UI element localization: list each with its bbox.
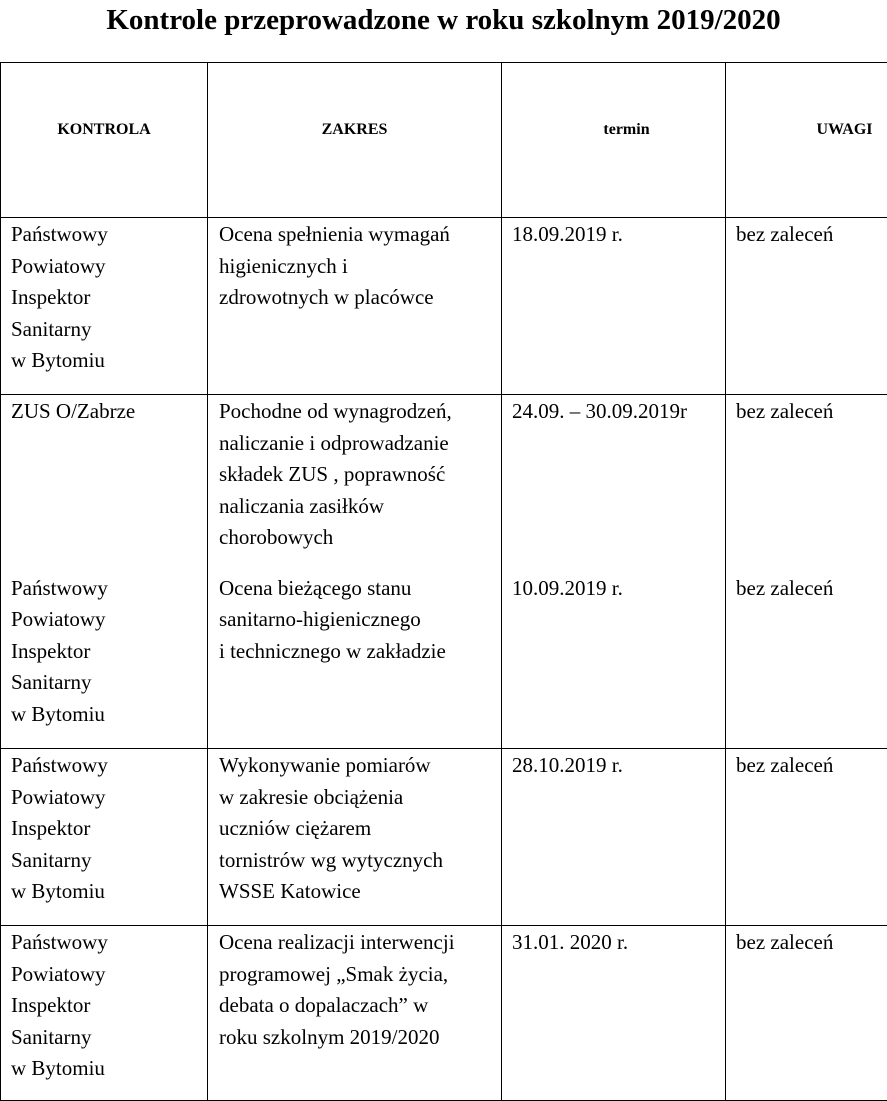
cell-uwagi: bez zaleceń <box>726 218 887 395</box>
document-title: Kontrole przeprowadzone w roku szkolnym 2019/2020 <box>0 2 887 38</box>
cell-kontrola: ZUS O/Zabrze <box>1 395 208 572</box>
table-header-row <box>1 63 887 218</box>
cell-zakres: Wykonywanie pomiarów w zakresie obciążenia uczniów ciężarem tornistrów wg wytycznych WSSE Katowice <box>208 749 502 926</box>
table-row <box>1 749 887 926</box>
cell-kontrola: Państwowy Powiatowy Inspektor Sanitarny w Bytomiu <box>1 218 208 395</box>
cell-termin: 10.09.2019 r. <box>502 572 726 749</box>
cell-kontrola: Państwowy Powiatowy Inspektor Sanitarny w Bytomiu <box>1 749 208 926</box>
cell-uwagi: bez zaleceń <box>726 572 887 749</box>
cell-kontrola: Państwowy Powiatowy Inspektor Sanitarny w Bytomiu <box>1 926 208 1101</box>
header-uwagi: UWAGI <box>726 63 887 218</box>
cell-termin: 18.09.2019 r. <box>502 218 726 395</box>
cell-zakres: Pochodne od wynagrodzeń, naliczanie i odprowadzanie składek ZUS , poprawność naliczania zasiłków chorobowych <box>208 395 502 572</box>
cell-kontrola: Państwowy Powiatowy Inspektor Sanitarny w Bytomiu <box>1 572 208 749</box>
cell-uwagi: bez zaleceń <box>726 926 887 1101</box>
table-row <box>1 395 887 572</box>
cell-zakres: Ocena realizacji interwencji programowej „Smak życia, debata o dopalaczach” w roku szkolnym 2019/2020 <box>208 926 502 1101</box>
cell-uwagi: bez zaleceń <box>726 395 887 572</box>
table-row <box>1 572 887 749</box>
header-kontrola: KONTROLA <box>1 63 208 218</box>
controls-table <box>0 62 887 1101</box>
header-zakres: ZAKRES <box>208 63 502 218</box>
table-row <box>1 926 887 1101</box>
header-termin: termin <box>502 63 726 218</box>
cell-zakres: Ocena spełnienia wymagań higienicznych i zdrowotnych w placówce <box>208 218 502 395</box>
cell-uwagi: bez zaleceń <box>726 749 887 926</box>
cell-termin: 31.01. 2020 r. <box>502 926 726 1101</box>
table-row <box>1 218 887 395</box>
cell-zakres: Ocena bieżącego stanu sanitarno-higienicznego i technicznego w zakładzie <box>208 572 502 749</box>
cell-termin: 24.09. – 30.09.2019r <box>502 395 726 572</box>
cell-termin: 28.10.2019 r. <box>502 749 726 926</box>
